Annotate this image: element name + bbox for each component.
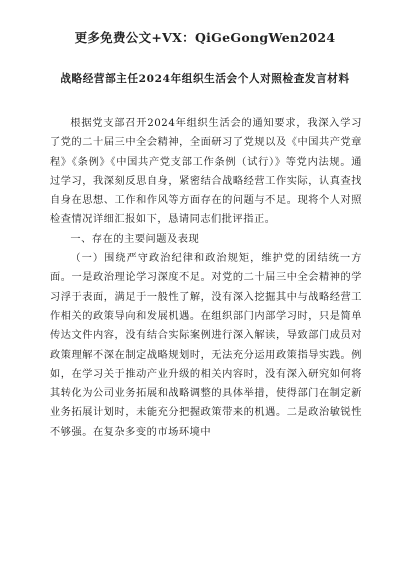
section-heading: 一、存在的主要问题及表现: [70, 233, 200, 245]
document-body: [50, 114, 362, 442]
document-title: 战略经营部主任2024年组织生活会个人对照检查发言材料: [60, 73, 350, 85]
watermark-header: 更多免费公文+VX：QiGeGongWen2024: [74, 30, 336, 45]
body-paragraph: （一）围绕严守政治纪律和政治规矩，维护党的团结统一方面。一是政治理论学习深度不足。对党的二十届三中全会精神的学习浮于表面，满足于一般性了解，没有深入挖掘其中与战略经营工作相关的政策导向和发展机遇。在组织部门内部学习时，只是简单传达文件内容，没有结合实际案例进行深入解读，导致部门成员对政策理解不深在制定战略规划时，无法充分运用政策指导实践。例如，在学习关于推动产业升级的相关内容时，没有深入研究如何将其转化为公司业务拓展和战略调整的具体举措，使得部门在制定新业务拓展计划时，未能充分把握政策带来的机遇。二是政治敏锐性不够强。在复杂多变的市场环境中: [50, 253, 362, 438]
intro-paragraph: 根据党支部召开2024年组织生活会的通知要求，我深入学习了党的二十届三中全会精神，全面研习了党规以及《中国共产党章程》《条例》《中国共产党支部工作条例（试行）》等党内法规。通过学习，我深刻反思自身，紧密结合战略经营工作实际，认真查找自身在思想、工作和作风等方面存在的问题与不足。现将个人对照检查情况详细汇报如下，恳请同志们批评指正。: [50, 118, 362, 226]
